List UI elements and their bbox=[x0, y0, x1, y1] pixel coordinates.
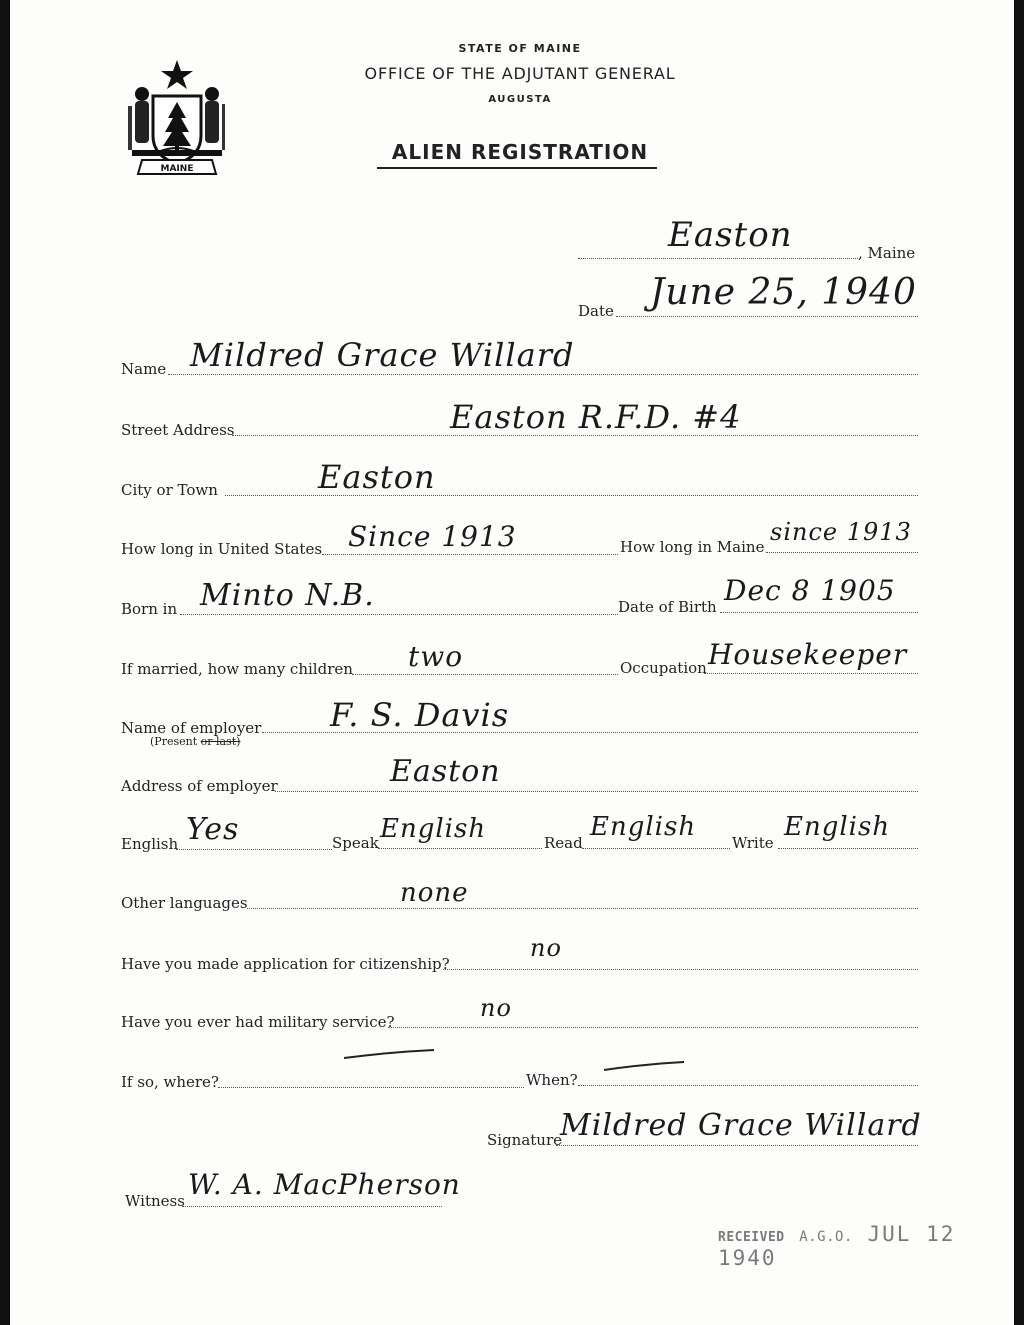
where-label: If so, where? bbox=[121, 1073, 219, 1091]
english-answer[interactable]: Yes bbox=[186, 812, 240, 847]
name-field-line bbox=[168, 374, 918, 375]
how-long-us-answer[interactable]: Since 1913 bbox=[348, 520, 517, 553]
when-field-line[interactable] bbox=[578, 1085, 918, 1086]
where-dash-stroke bbox=[340, 1044, 440, 1064]
date-of-birth-label: Date of Birth bbox=[618, 598, 717, 616]
signature-answer[interactable]: Mildred Grace Willard bbox=[560, 1108, 922, 1143]
how-long-us-field-line bbox=[322, 554, 618, 555]
date-label: Date bbox=[578, 302, 614, 320]
stamp-received: RECEIVED bbox=[718, 1230, 785, 1245]
write-label: Write bbox=[732, 834, 774, 852]
signature-field-line bbox=[556, 1145, 918, 1146]
place-answer[interactable]: Easton bbox=[668, 215, 793, 255]
citizenship-field-line bbox=[443, 969, 918, 970]
received-stamp bbox=[718, 1222, 1014, 1270]
when-dash-stroke bbox=[600, 1058, 690, 1078]
name-label: Name bbox=[121, 360, 167, 378]
date-answer[interactable]: June 25, 1940 bbox=[650, 272, 917, 313]
occupation-field-line bbox=[704, 673, 918, 674]
header-state: STATE OF MAINE bbox=[458, 42, 582, 55]
street-address-answer[interactable]: Easton R.F.D. #4 bbox=[450, 398, 742, 436]
employer-address-label: Address of employer bbox=[121, 777, 278, 795]
employer-name-answer[interactable]: F. S. Davis bbox=[330, 696, 510, 734]
english-field-line bbox=[176, 849, 332, 850]
military-field-line bbox=[388, 1027, 918, 1028]
citizenship-answer[interactable]: no bbox=[530, 934, 562, 962]
citizenship-label: Have you made application for citizenship? bbox=[121, 955, 450, 973]
how-long-us-label: How long in United States bbox=[121, 540, 323, 558]
english-label: English bbox=[121, 835, 179, 853]
write-answer[interactable]: English bbox=[784, 812, 891, 842]
read-label: Read bbox=[544, 834, 583, 852]
place-field-line bbox=[578, 258, 858, 259]
form-title: ALIEN REGISTRATION bbox=[391, 140, 649, 164]
stamp-office: A.G.O. bbox=[799, 1229, 853, 1245]
employer-address-field-line bbox=[275, 791, 918, 792]
signature-label: Signature bbox=[487, 1131, 563, 1149]
state-of-maine-seal-icon bbox=[118, 56, 236, 180]
how-long-maine-field-line bbox=[766, 552, 918, 553]
read-answer[interactable]: English bbox=[590, 812, 697, 842]
seal-banner-text: MAINE bbox=[160, 164, 194, 174]
witness-label: Witness bbox=[125, 1192, 185, 1210]
title-underline bbox=[377, 167, 657, 169]
date-field-line bbox=[616, 316, 918, 317]
write-field-line bbox=[778, 848, 918, 849]
street-address-label: Street Address bbox=[121, 421, 235, 439]
stamp-date: JUL 12 1940 bbox=[718, 1222, 956, 1270]
born-in-label: Born in bbox=[121, 600, 178, 618]
read-field-line bbox=[582, 848, 730, 849]
date-of-birth-answer[interactable]: Dec 8 1905 bbox=[724, 574, 896, 607]
military-answer[interactable]: no bbox=[480, 994, 512, 1022]
occupation-answer[interactable]: Housekeeper bbox=[708, 638, 908, 671]
born-in-field-line bbox=[180, 614, 618, 615]
how-long-maine-label: How long in Maine bbox=[620, 538, 765, 556]
employer-note-last: or last) bbox=[200, 735, 241, 748]
employer-address-answer[interactable]: Easton bbox=[390, 754, 501, 789]
date-of-birth-field-line bbox=[720, 612, 918, 613]
employer-note-present: (Present bbox=[150, 735, 198, 748]
speak-label: Speak bbox=[332, 834, 379, 852]
born-in-answer[interactable]: Minto N.B. bbox=[200, 578, 375, 613]
witness-field-line bbox=[182, 1206, 442, 1207]
witness-answer[interactable]: W. A. MacPherson bbox=[188, 1168, 461, 1201]
header-city: AUGUSTA bbox=[488, 94, 552, 105]
other-languages-field-line bbox=[247, 908, 918, 909]
when-label: When? bbox=[526, 1071, 578, 1089]
city-or-town-label: City or Town bbox=[121, 481, 218, 499]
employer-note bbox=[150, 735, 240, 748]
city-or-town-answer[interactable]: Easton bbox=[318, 458, 436, 496]
children-answer[interactable]: two bbox=[408, 640, 464, 673]
children-field-line bbox=[352, 674, 618, 675]
speak-field-line bbox=[378, 848, 542, 849]
other-languages-label: Other languages bbox=[121, 894, 248, 912]
header-office: OFFICE OF THE ADJUTANT GENERAL bbox=[364, 64, 676, 83]
other-languages-answer[interactable]: none bbox=[400, 878, 469, 908]
employer-name-label: Name of employer bbox=[121, 719, 262, 737]
name-answer[interactable]: Mildred Grace Willard bbox=[190, 336, 575, 374]
place-suffix-label: , Maine bbox=[858, 244, 916, 262]
speak-answer[interactable]: English bbox=[380, 814, 487, 844]
how-long-maine-answer[interactable]: since 1913 bbox=[770, 518, 912, 546]
where-field-line[interactable] bbox=[218, 1087, 524, 1088]
married-children-label: If married, how many children bbox=[121, 660, 353, 678]
military-label: Have you ever had military service? bbox=[121, 1013, 395, 1031]
occupation-label: Occupation bbox=[620, 659, 707, 677]
